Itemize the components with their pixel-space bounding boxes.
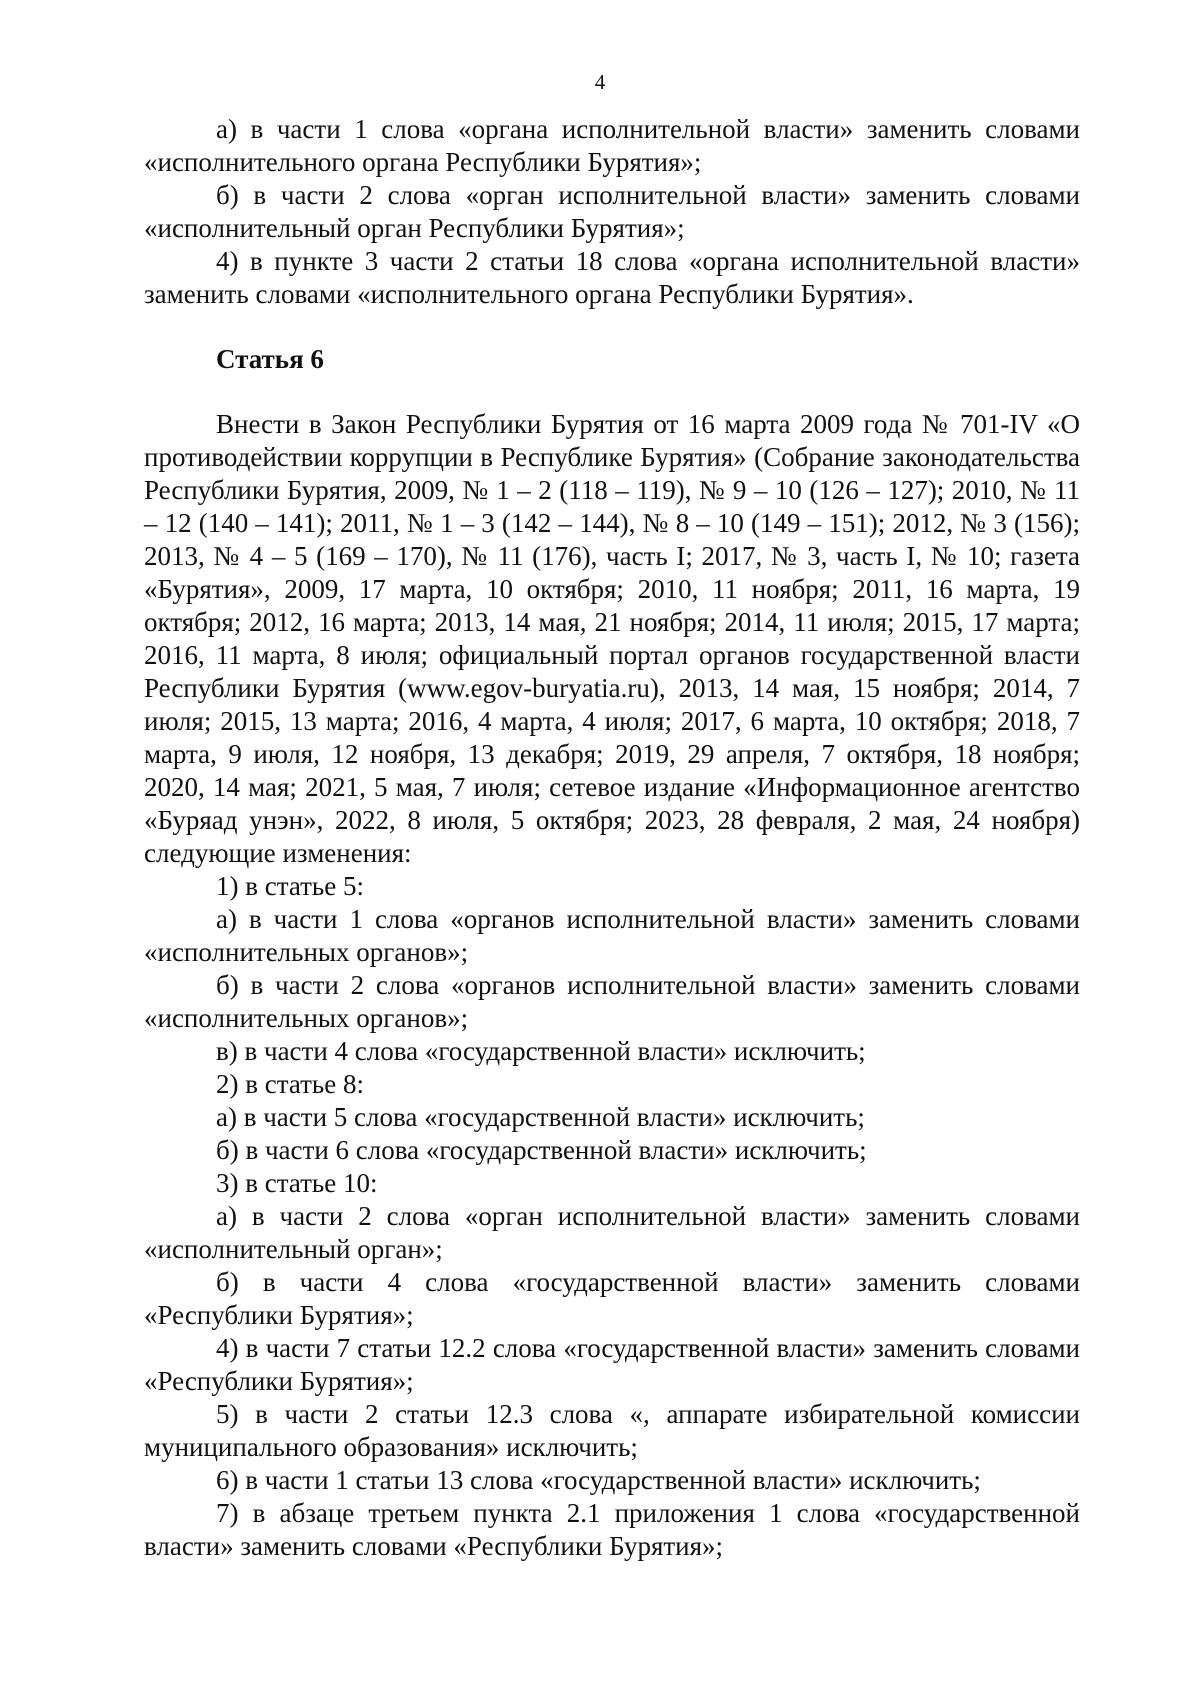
article-heading: Статья 6 <box>216 344 324 374</box>
amendment-item: 5) в части 2 статьи 12.3 слова «, аппарате избирательной комиссии муниципального образования» исключить; <box>144 1399 1080 1462</box>
amendment-item: а) в части 1 слова «органов исполнительной власти» заменить словами «исполнительных органов»; <box>144 904 1080 967</box>
amendment-item: б) в части 2 слова «органов исполнительной власти» заменить словами «исполнительных органов»; <box>144 970 1080 1033</box>
amendment-paragraph: б) в части 2 слова «орган исполнительной власти» заменить словами «исполнительный орган Республики Бурятия»; <box>144 180 1080 243</box>
page-number: 4 <box>594 70 606 94</box>
article-intro-paragraph: Внести в Закон Республики Бурятия от 16 марта 2009 года № 701-IV «О противодействии коррупции в Республике Бурятия» (Собрание законодательства Республики Бурятия, 2009, № 1 – 2 (118 – 119), № 9 – 10 (126 – 127); 2010, № 11 – 12 (140 – 141); 2011, № 1 – 3 (142 – 144), № 8 – 10 (149 – 151); 2012, № 3 (156); 2013, № 4 – 5 (169 – 170), № 11 (176), часть I; 2017, № 3, часть I, № 10; газета «Бурятия», 2009, 17 марта, 10 октября; 2010, 11 ноября; 2011, 16 марта, 19 октября; 2012, 16 марта; 2013, 14 мая, 21 ноября; 2014, 11 июля; 2015, 17 марта; 2016, 11 марта, 8 июля; официальный портал органов государственной власти Республики Бурятия (www.egov-buryatia.ru), 2013, 14 мая, 15 ноября; 2014, 7 июля; 2015, 13 марта; 2016, 4 марта, 4 июля; 2017, 6 марта, 10 октября; 2018, 7 марта, 9 июля, 12 ноября, 13 декабря; 2019, 29 апреля, 7 октября, 18 ноября; 2020, 14 мая; 2021, 5 мая, 7 июля; сетевое издание «Информационное агентство «Буряад унэн», 2022, 8 июля, 5 октября; 2023, 28 февраля, 2 мая, 24 ноября) следующие изменения: <box>144 409 1080 868</box>
amendment-item: б) в части 4 слова «государственной власти» заменить словами «Республики Бурятия»; <box>144 1267 1080 1330</box>
amendment-paragraph: а) в части 1 слова «органа исполнительной власти» заменить словами «исполнительного органа Республики Бурятия»; <box>144 114 1080 177</box>
amendment-item: а) в части 5 слова «государственной власти» исключить; <box>216 1102 865 1132</box>
amendment-item: в) в части 4 слова «государственной власти» исключить; <box>216 1036 866 1066</box>
amendment-item: 1) в статье 5: <box>216 871 364 901</box>
top-amendments <box>144 113 1080 311</box>
amendment-item: а) в части 2 слова «орган исполнительной власти» заменить словами «исполнительный орган»; <box>144 1201 1080 1264</box>
amendment-item: 6) в части 1 статьи 13 слова «государственной власти» исключить; <box>216 1465 981 1495</box>
amendment-item: 4) в части 7 статьи 12.2 слова «государственной власти» заменить словами «Республики Бурятия»; <box>144 1333 1080 1396</box>
amendment-paragraph: 4) в пункте 3 части 2 статьи 18 слова «органа исполнительной власти» заменить словами «исполнительного органа Республики Бурятия». <box>144 246 1080 309</box>
amendment-item: б) в части 6 слова «государственной власти» исключить; <box>216 1135 867 1165</box>
article-body <box>144 408 1080 1563</box>
amendment-item: 2) в статье 8: <box>216 1069 364 1099</box>
amendment-item: 3) в статье 10: <box>216 1168 378 1198</box>
amendment-item: 7) в абзаце третьем пункта 2.1 приложения 1 слова «государственной власти» заменить словами «Республики Бурятия»; <box>144 1498 1080 1561</box>
